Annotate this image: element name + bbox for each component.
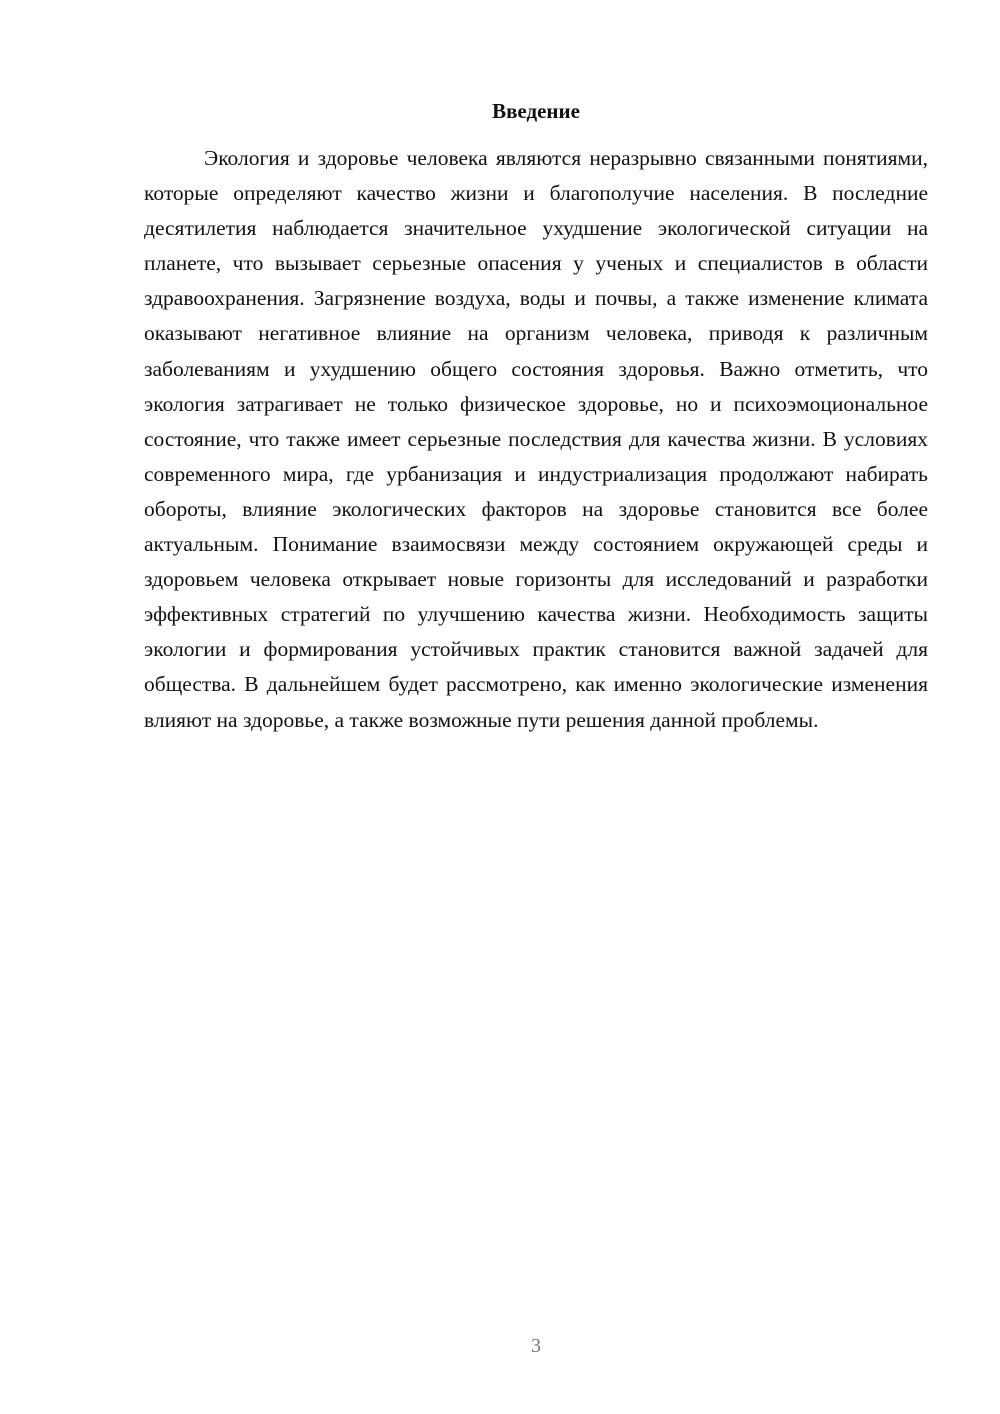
body-paragraph: Экология и здоровье человека являются неразрывно связанными понятиями, которые определяют качество жизни и благополучие населения. В последние десятилетия наблюдается значительное ухудшение экологической ситуации на планете, что вызывает серьезные опасения у ученых и специалистов в области здравоохранения. Загрязнение воздуха, воды и почвы, а также изменение климата оказывают негативное влияние на организм человека, приводя к различным заболеваниям и ухудшению общего состояния здоровья. Важно отметить, что экология затрагивает не только физическое здоровье, но и психоэмоциональное состояние, что также имеет серьезные последствия для качества жизни. В условиях современного мира, где урбанизация и индустриализация продолжают набирать обороты, влияние экологических факторов на здоровье становится все более актуальным. Понимание взаимосвязи между состоянием окружающей среды и здоровьем человека открывает новые горизонты для исследований и разработки эффективных стратегий по улучшению качества жизни. Необходимость защиты экологии и формирования устойчивых практик становится важной задачей для общества. В дальнейшем будет рассмотрено, как именно экологические изменения влияют на здоровье, а также возможные пути решения данной проблемы. (144, 146, 928, 732)
section-heading: Введение (492, 99, 580, 123)
page-number: 3 (531, 1335, 541, 1357)
